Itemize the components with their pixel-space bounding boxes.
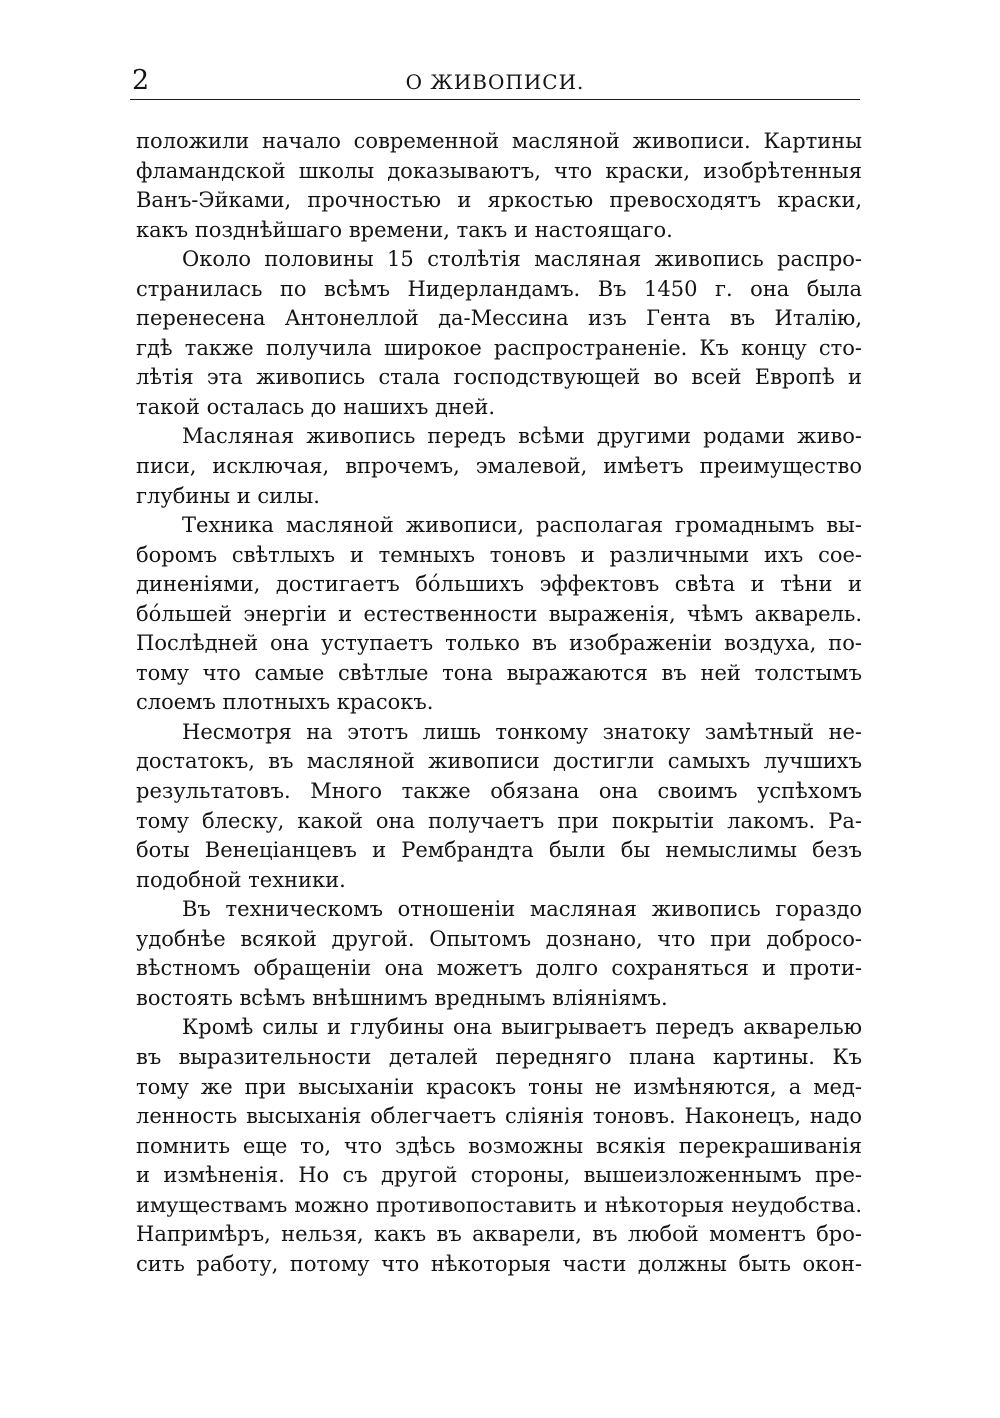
text-line: перенесена Антонеллой да-Мессина изъ Гента въ Италію, (136, 306, 862, 331)
paragraph-5 (136, 718, 862, 895)
text-line: результатовъ. Много также обязана она своимъ успѣхомъ (136, 779, 862, 804)
text-line: положили начало современной масляной живописи. Картины (136, 129, 862, 153)
text-line: имуществамъ можно противопоставить и нѣкоторыя неудобства. (136, 1192, 862, 1217)
text-line: тому что самые свѣтлые тона выражаются въ ней толстымъ (136, 660, 862, 685)
text-line: бо́льшей энергіи и естественности выраженія, чѣмъ акварель. (136, 601, 862, 626)
paragraph-3 (136, 422, 862, 511)
text-line: слоемъ плотныхъ красокъ. (136, 690, 434, 715)
text-line: глубины и силы. (136, 483, 320, 508)
text-line: помнить еще то, что здѣсь возможны всякія перекрашиванія (136, 1133, 862, 1158)
running-title: О ЖИВОПИСИ. (405, 70, 585, 94)
text-line: Техника масляной живописи, располагая громаднымъ вы- (182, 513, 862, 538)
body-text (136, 127, 862, 1279)
paragraph-2 (136, 245, 862, 422)
text-line: боты Венеціанцевъ и Рембрандта были бы немыслимы безъ (136, 838, 862, 863)
text-line: Около половины 15 столѣтія масляная живопись распро- (182, 247, 862, 272)
header-rule (130, 99, 860, 100)
text-line: какъ позднѣйшаго времени, такъ и настоящаго. (136, 217, 673, 242)
text-line: Въ техническомъ отношеніи масляная живопись гораздо (182, 897, 862, 922)
text-line: фламандской школы доказываютъ, что краски, изобрѣтенныя (136, 158, 862, 183)
paragraph-6 (136, 895, 862, 1013)
paragraph-7 (136, 1013, 862, 1279)
text-line: боромъ свѣтлыхъ и темныхъ тоновъ и различными ихъ сое- (136, 542, 862, 567)
paragraph-1 (136, 127, 862, 245)
text-line: диненіями, достигаетъ бо́льшихъ эффектовъ свѣта и тѣни и (136, 572, 862, 597)
text-line: ленность высыханія облегчаетъ сліянія тоновъ. Наконецъ, надо (136, 1104, 862, 1129)
text-line: въ выразительности деталей передняго плана картины. Къ (136, 1044, 862, 1069)
text-line: достатокъ, въ масляной живописи достигли самыхъ лучшихъ (136, 749, 862, 774)
text-line: сить работу, потому что нѣкоторыя части должны быть окон- (136, 1251, 862, 1276)
text-line: Ванъ-Эйками, прочностью и яркостью превосходятъ краски, (136, 188, 862, 213)
text-line: Несмотря на этотъ лишь тонкому знатоку замѣтный не- (182, 719, 862, 744)
running-head (130, 66, 860, 98)
text-line: Послѣдней она уступаетъ только въ изображеніи воздуха, по- (136, 631, 862, 656)
text-line: Масляная живопись передъ всѣми другими родами живо- (182, 424, 862, 449)
text-line: удобнѣе всякой другой. Опытомъ дознано, что при добросо- (136, 926, 862, 951)
text-line: лѣтія эта живопись стала господствующей во всей Европѣ и (136, 365, 862, 390)
text-line: востоять всѣмъ внѣшнимъ вреднымъ вліяніямъ. (136, 985, 668, 1010)
paragraph-4 (136, 511, 862, 718)
text-line: Кромѣ силы и глубины она выигрываетъ передъ акварелью (182, 1015, 862, 1040)
text-line: тому же при высыханіи красокъ тоны не измѣняются, а мед- (136, 1074, 862, 1099)
page-number: 2 (132, 65, 150, 96)
text-line: Напримѣръ, нельзя, какъ въ акварели, въ любой моментъ бро- (136, 1222, 862, 1247)
text-line: такой осталась до нашихъ дней. (136, 394, 496, 419)
text-line: и измѣненія. Но съ другой стороны, вышеизложеннымъ пре- (136, 1163, 862, 1188)
text-line: тому блеску, какой она получаетъ при покрытіи лакомъ. Ра- (136, 808, 862, 833)
text-line: подобной техники. (136, 867, 346, 892)
text-line: странилась по всѣмъ Нидерландамъ. Въ 1450 г. она была (136, 276, 862, 301)
text-line: гдѣ также получила широкое распространеніе. Къ концу сто- (136, 335, 862, 360)
text-line: писи, исключая, впрочемъ, эмалевой, имѣетъ преимущество (136, 454, 862, 479)
text-line: вѣстномъ обращеніи она можетъ долго сохраняться и проти- (136, 956, 862, 981)
